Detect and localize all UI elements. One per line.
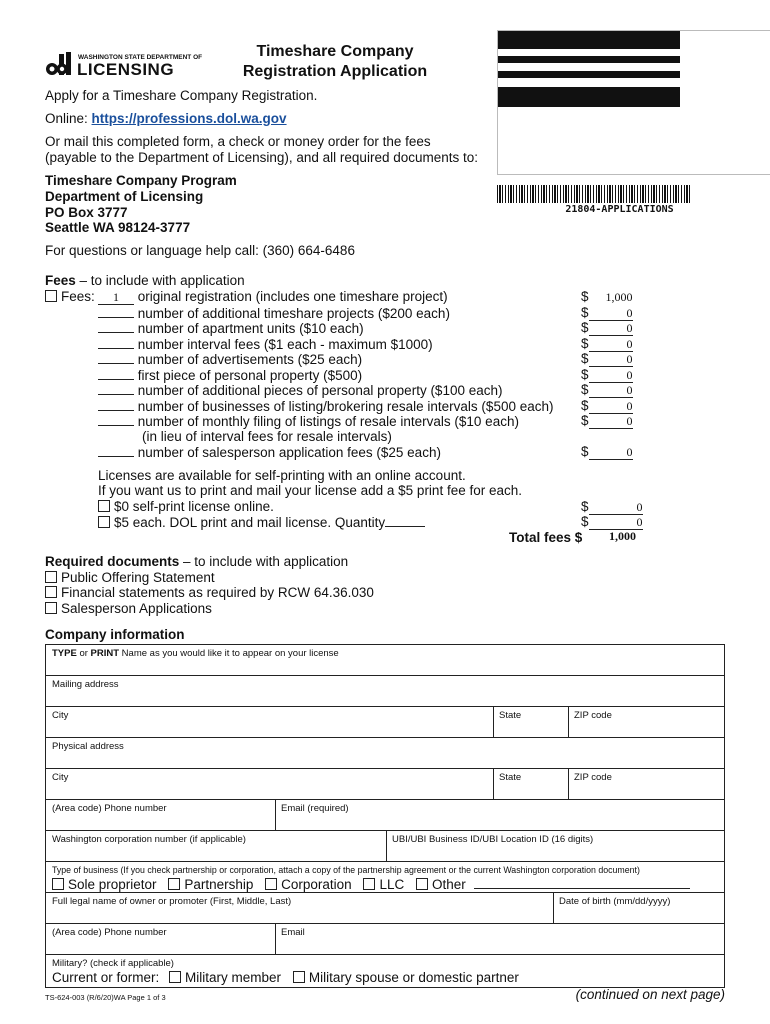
business-type-label: Type of business (If you check partnership or corporation, attach a copy of the partnership agreement or the current Washington corporation document): [52, 865, 640, 875]
other-checkbox[interactable]: [416, 878, 428, 890]
ubi-field[interactable]: UBI/UBI Business ID/UBI Location ID (16 digits): [386, 830, 725, 861]
required-doc-item: [45, 570, 215, 586]
fee-row: [98, 320, 364, 337]
business-type-option: Sole proprietor: [68, 877, 157, 892]
mailing-address-field[interactable]: Mailing address: [46, 675, 725, 706]
agency-small: WASHINGTON STATE DEPARTMENT OF: [78, 54, 203, 61]
required-doc-label: Salesperson Applications: [61, 601, 212, 616]
total-fees-amount[interactable]: 1,000: [609, 529, 636, 543]
form-title-line1: Timeshare Company: [256, 43, 414, 60]
print-label: PRINT: [90, 648, 120, 659]
fees-heading-bold: Fees: [45, 273, 76, 288]
self-print-label: $0 self-print license online.: [114, 499, 274, 514]
fee-amount[interactable]: 1,000: [605, 290, 633, 304]
redaction-bar: [498, 87, 680, 107]
company-email-field[interactable]: Email (required): [275, 799, 725, 830]
fee-amount[interactable]: 0: [589, 354, 633, 367]
fee-qty-input[interactable]: [98, 305, 134, 318]
dollar-sign: $: [581, 320, 589, 335]
fee-label: number of advertisements ($25 each): [137, 352, 363, 367]
total-fees-row: [509, 530, 582, 546]
fee-row: [98, 351, 362, 368]
online-label: Online:: [45, 111, 92, 126]
fee-amount-row: [581, 382, 633, 398]
fee-amount[interactable]: 0: [589, 323, 633, 336]
dollar-sign: $: [581, 398, 589, 413]
type-label: TYPE: [52, 648, 77, 659]
fee-label: number of businesses of listing/brokering resale intervals ($500 each): [137, 399, 554, 414]
dol-logo: [45, 50, 203, 80]
company-info-heading: Company information: [45, 627, 185, 642]
company-name-field[interactable]: [46, 644, 725, 675]
redaction-bar: [498, 71, 680, 78]
licenses-note-2: If you want us to print and mail your license add a $5 print fee for each.: [98, 483, 522, 498]
fee-row: [98, 382, 503, 399]
required-doc-label: Public Offering Statement: [61, 570, 215, 585]
military-prefix: Current or former:: [52, 970, 160, 985]
military-label: Military? (check if applicable): [52, 958, 174, 969]
fee-amount-row: [581, 413, 633, 429]
fee-label: number of apartment units ($10 each): [137, 321, 364, 336]
mailing-zip-field[interactable]: ZIP code: [568, 706, 725, 737]
online-line: [45, 111, 287, 127]
military-section: [46, 954, 725, 987]
fee-amount[interactable]: 0: [589, 447, 633, 460]
business-type-option: LLC: [379, 877, 405, 892]
redaction-bar: [498, 56, 680, 63]
dol-print-checkbox[interactable]: [98, 516, 110, 528]
dol-print-amount[interactable]: 0: [589, 517, 643, 530]
military-option: Military member: [185, 970, 282, 985]
online-link[interactable]: https://professions.dol.wa.gov: [91, 111, 287, 126]
sole-proprietor-checkbox[interactable]: [52, 878, 64, 890]
dollar-sign: $: [581, 336, 589, 351]
mail-instructions-1: Or mail this completed form, a check or money order for the fees: [45, 134, 431, 149]
business-type-options: [52, 876, 725, 892]
military-option: Military spouse or domestic partner: [308, 970, 519, 985]
business-type-option: Other: [431, 877, 466, 892]
fee-label: number of salesperson application fees ($25 each): [137, 445, 441, 460]
dollar-sign: $: [581, 514, 589, 529]
required-docs-heading-rest: – to include with application: [179, 554, 349, 569]
business-type-option: Corporation: [281, 877, 352, 892]
fee-row: [98, 413, 519, 430]
dollar-sign: $: [581, 382, 589, 397]
fee-qty-input[interactable]: [98, 413, 134, 426]
physical-city-field[interactable]: City: [46, 768, 493, 799]
fee-amount[interactable]: 0: [589, 339, 633, 352]
dol-print-quantity[interactable]: [385, 514, 425, 527]
military-spouse-checkbox[interactable]: [293, 971, 305, 983]
fee-amount[interactable]: 0: [589, 416, 633, 429]
mail-address-4: Seattle WA 98124-3777: [45, 220, 191, 235]
physical-state-field[interactable]: State: [493, 768, 568, 799]
required-doc-checkbox[interactable]: [45, 571, 57, 583]
mail-address-3: PO Box 3777: [45, 205, 128, 220]
fee-amount-row: [581, 367, 633, 383]
fees-heading-rest: – to include with application: [75, 273, 245, 288]
company-phone-field[interactable]: (Area code) Phone number: [46, 799, 275, 830]
licenses-note-1: Licenses are available for self-printing with an online account.: [98, 468, 466, 483]
fee-qty-input[interactable]: [98, 320, 134, 333]
dol-print-label: $5 each. DOL print and mail license. Quantity: [114, 515, 386, 530]
fee-amount[interactable]: 0: [589, 370, 633, 383]
fees-checkbox[interactable]: [45, 290, 57, 302]
dollar-sign: $: [581, 367, 589, 382]
fees-heading: [45, 273, 245, 289]
dollar-sign: $: [581, 413, 589, 428]
barcode-text: 21804-APPLICATIONS: [565, 204, 674, 215]
fee-amount-row: [581, 499, 643, 515]
form-title-line2: Registration Application: [242, 63, 428, 80]
owner-phone-field[interactable]: (Area code) Phone number: [46, 923, 275, 954]
llc-checkbox[interactable]: [363, 878, 375, 890]
dollar-sign: $: [581, 351, 589, 366]
agency-name: LICENSING: [77, 60, 175, 79]
office-use-box: [497, 30, 770, 175]
dollar-sign: $: [581, 305, 589, 320]
self-print-checkbox[interactable]: [98, 500, 110, 512]
required-docs-heading: [45, 554, 348, 570]
fee-amount-row: [581, 398, 633, 414]
fee-label: first piece of personal property ($500): [137, 368, 363, 383]
mailing-city-field[interactable]: City: [46, 706, 493, 737]
wa-corp-number-field[interactable]: Washington corporation number (if applicable): [46, 830, 386, 861]
fee-amount-row: [581, 305, 633, 321]
required-doc-label: Financial statements as required by RCW 64.36.030: [61, 585, 374, 600]
dollar-sign: $: [581, 444, 589, 459]
dollar-sign: $: [581, 499, 589, 514]
dollar-sign: $: [581, 289, 589, 304]
fee-amount-row: [581, 514, 643, 530]
total-fees-label: Total fees: [509, 530, 572, 545]
required-doc-checkbox[interactable]: [45, 602, 57, 614]
fee-label: number of monthly filing of listings of resale intervals ($10 each): [137, 414, 519, 429]
mail-instructions-2: (payable to the Department of Licensing), and all required documents to:: [45, 150, 479, 165]
corporation-checkbox[interactable]: [265, 878, 277, 890]
redaction-bar: [498, 31, 680, 49]
mail-address-1: Timeshare Company Program: [45, 173, 237, 188]
military-options: [52, 970, 725, 985]
fee-label: number interval fees ($1 each - maximum $1000): [137, 337, 433, 352]
other-business-type-input[interactable]: [474, 876, 690, 889]
company-info-form: [45, 644, 725, 988]
fees-label: Fees:: [61, 289, 95, 304]
fee-label: number of additional pieces of personal property ($100 each): [137, 383, 503, 398]
fee-amount-row: [581, 444, 633, 460]
required-doc-item: [45, 601, 212, 617]
fee-qty-input[interactable]: [98, 444, 134, 457]
fee-qty-input[interactable]: [98, 336, 134, 349]
fee-amount-row: [581, 289, 633, 306]
fee-qty-input[interactable]: [98, 398, 134, 411]
name-label-rest: Name as you would like it to appear on your license: [119, 648, 339, 659]
dob-field[interactable]: Date of birth (mm/dd/yyyy): [553, 892, 725, 923]
dollar-sign: $: [574, 530, 583, 545]
owner-email-field[interactable]: Email: [275, 923, 725, 954]
mail-address-2: Department of Licensing: [45, 189, 204, 204]
required-doc-checkbox[interactable]: [45, 586, 57, 598]
fee-amount-row: [581, 336, 633, 352]
fee-amount-row: [581, 351, 633, 367]
business-type-section: [46, 861, 725, 892]
self-print-amount[interactable]: 0: [589, 502, 643, 515]
fee-label: number of additional timeshare projects ($200 each): [137, 306, 450, 321]
self-print-option: [98, 499, 274, 515]
fee-label: original registration (includes one timeshare project): [137, 289, 448, 304]
business-type-option: Partnership: [184, 877, 254, 892]
barcode: [497, 185, 692, 203]
continued-note: (continued on next page): [575, 987, 725, 1002]
fee-qty-input[interactable]: [98, 351, 134, 364]
dol-print-option: [98, 514, 425, 531]
owner-name-field[interactable]: Full legal name of owner or promoter (First, Middle, Last): [46, 892, 553, 923]
physical-zip-field[interactable]: ZIP code: [568, 768, 725, 799]
fee-qty-input[interactable]: 1: [98, 292, 134, 305]
questions-text: For questions or language help call: (360) 664-6486: [45, 243, 355, 258]
fee-amount[interactable]: 0: [589, 308, 633, 321]
fee-qty-input[interactable]: [98, 382, 134, 395]
military-member-checkbox[interactable]: [169, 971, 181, 983]
mailing-state-field[interactable]: State: [493, 706, 568, 737]
required-docs-heading-bold: Required documents: [45, 554, 180, 569]
fee-row: [98, 289, 448, 305]
form-id: TS-624-003 (R/6/20)WA Page 1 of 3: [45, 993, 166, 1002]
physical-address-field[interactable]: Physical address: [46, 737, 725, 768]
fees-checkbox-row: [45, 289, 95, 305]
fee-qty-input[interactable]: [98, 367, 134, 380]
fee-amount[interactable]: 0: [589, 401, 633, 414]
dol-logo-icon: [45, 50, 73, 78]
fee-row: [98, 444, 441, 461]
apply-text: Apply for a Timeshare Company Registration.: [45, 88, 318, 103]
partnership-checkbox[interactable]: [168, 878, 180, 890]
or-label: or: [76, 648, 91, 659]
required-doc-item: [45, 585, 374, 601]
lieu-note: (in lieu of interval fees for resale intervals): [142, 429, 392, 444]
fee-amount-row: [581, 320, 633, 336]
fee-amount[interactable]: 0: [589, 385, 633, 398]
